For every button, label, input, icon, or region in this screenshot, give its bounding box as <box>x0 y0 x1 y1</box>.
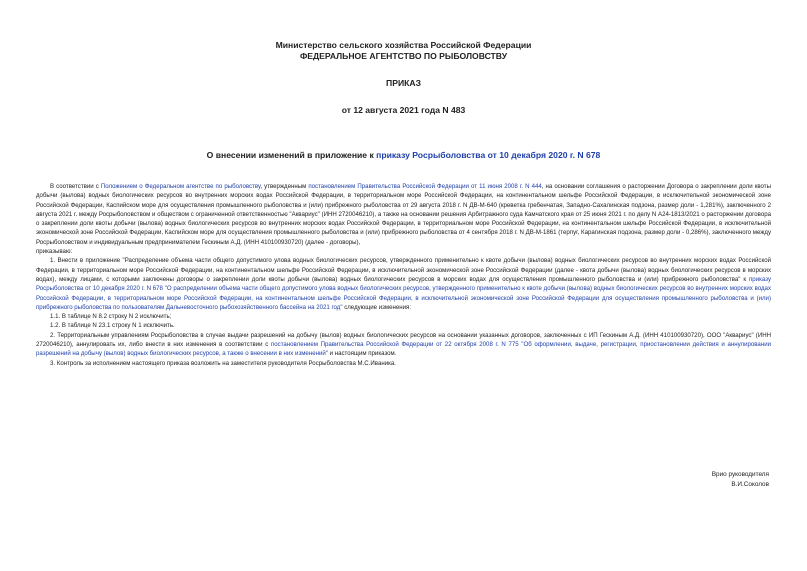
signatory-position: Врио руководителя <box>711 471 769 478</box>
doc-type: ПРИКАЗ <box>386 78 421 88</box>
order-word: приказываю: <box>36 248 73 256</box>
item-1-text-2: следующие изменения: <box>342 303 412 311</box>
preamble-text-2: , утвержденным <box>260 183 309 190</box>
signatory-name: В.И.Соколов <box>731 480 769 488</box>
item-1-2: 1.2. В таблице N 23.1 строку N 1 исключить. <box>50 322 175 330</box>
signature-block <box>712 470 769 489</box>
order-678-link[interactable]: приказу Росрыболовства от 10 декабря 2020 г. N 678 "О распределении объема части общего допустимого улова водных биологических ресурсов, утвержденного применительно к квоте добычи (вылова) водных биологических ресурсов во внутренних морских водах Российской Федерации, в территориальном море Российской Федерации, на континентальном шельфе Российской Федерации, в исключительной экономической зоне Российской Федерации для осуществления промышленного рыболовства и (или) прибрежного рыболовства по пользователям Дальневосточного рыбохозяйственного бассейна на 2021 год" <box>36 275 771 311</box>
document-body <box>36 182 771 368</box>
item-2-text-2: и настоящим приказом. <box>327 350 397 358</box>
item-2-text-1: 2. Территориальным управлениям Росрыболовства в случае выдачи разрешений на добычу (вылов) водных биологических ресурсов на основании указанных договоров, заключенных с ИП Гескиным А.Д. (ИНН 410100930720), ООО "Аквариус" (ИНН 2720046210), аннулировать их, либо внести в них изменения в соответствии с <box>36 331 771 349</box>
preamble-text-1: В соответствии с <box>50 183 101 190</box>
item-1-1: 1.1. В таблице N 8.2 строку N 2 исключить; <box>50 313 172 321</box>
item-1-paragraph <box>36 256 771 312</box>
preamble-text-3: , на основании соглашения о расторжении Договора о закреплении доли квоты добычи (вылова) водных биологических ресурсов во внутренних морских водах Российской Федерации, в территориальном море Российской Федерации, на континентальном шельфе Российской Федерации, в исключительной экономической зоне Российской Федерации, Каспийском море для осуществления промышленного рыболовства и (или) прибрежного рыболовства от 29 августа 2018 г. N ДВ-М-640 (креветка гребенчатая, Западно-Сахалинская подзона, размер доли - 1,281%), заключенного 2 августа 2021 г. между Росрыболовством и обществом с ограниченной ответственностью "Аквариус" (ИНН 2720046210), а также на основании решения Арбитражного суда Камчатского края от 25 июня 2021 г. по делу N А24-1813/2021 о расторжении договора о закреплении доли квоты добычи (вылова) водных биологических ресурсов во внутренних морских водах Российской Федерации, в территориальном море Российской Федерации, на континентальном шельфе Российской Федерации, в исключительной экономической зоне Российской Федерации, Каспийском море для осуществления промышленного рыболовства и (или) прибрежного рыболовства от 4 сентября 2018 г. N ДВ-М-1861 (терпуг, Карагинская подзона, размер доли - 0,286%), заключенного между Росрыболовством и индивидуальным предпринимателем Гескиным А.Д. (ИНН 410100930720) (далее - договоры), <box>36 183 771 246</box>
title-prefix: О внесении изменений в приложение к <box>206 150 377 160</box>
document-title <box>36 150 771 160</box>
agency-name: ФЕДЕРАЛЬНОЕ АГЕНТСТВО ПО РЫБОЛОВСТВУ <box>299 51 508 61</box>
title-order-link[interactable]: приказу Росрыболовства от 10 декабря 2020 г. N 678 <box>376 150 601 160</box>
ministry-name: Министерство сельского хозяйства Российской Федерации <box>275 40 532 50</box>
doc-type-block <box>36 78 771 89</box>
government-decree-444-link[interactable]: постановлением Правительства Российской Федерации от 11 июня 2008 г. N 444 <box>308 183 542 190</box>
date-number-block <box>36 105 771 116</box>
date-number: от 12 августа 2021 года N 483 <box>341 105 466 115</box>
regulation-link[interactable]: Положением о Федеральном агентстве по рыболовству <box>100 183 261 190</box>
item-2-paragraph <box>36 331 771 359</box>
item-1-text-1: 1. Внести в приложение "Распределение объема части общего допустимого улова водных биологических ресурсов, утвержденного применительно к квоте добычи (вылова) водных биологических ресурсов во внутренних морских водах Российской Федерации, в территориальном море Российской Федерации, на континентальном шельфе Российской Федерации, в исключительной экономической зоне Российской Федерации (далее - квота добычи (вылова) водных биологических ресурсов в морских водах), между лицами, с которыми заключены договоры о закреплении доли квоты добычи (вылова) водных биологических ресурсов в морских водах для осуществления промышленного рыболовства и (или) прибрежного рыболовства" к <box>36 257 771 283</box>
preamble-paragraph <box>36 182 771 247</box>
item-3: 3. Контроль за исполнением настоящего приказа возложить на заместителя руководителя Росрыболовства М.С.Иваника. <box>50 359 396 367</box>
document-header <box>36 40 771 62</box>
government-decree-775-link[interactable]: постановлением Правительства Российской Федерации от 22 октября 2008 г. N 775 "Об оформлении, выдаче, регистрации, приостановлении действия и аннулировании разрешений на добычу (вылов) водных биологических ресурсов, а также о внесении в них изменений" <box>36 341 771 358</box>
